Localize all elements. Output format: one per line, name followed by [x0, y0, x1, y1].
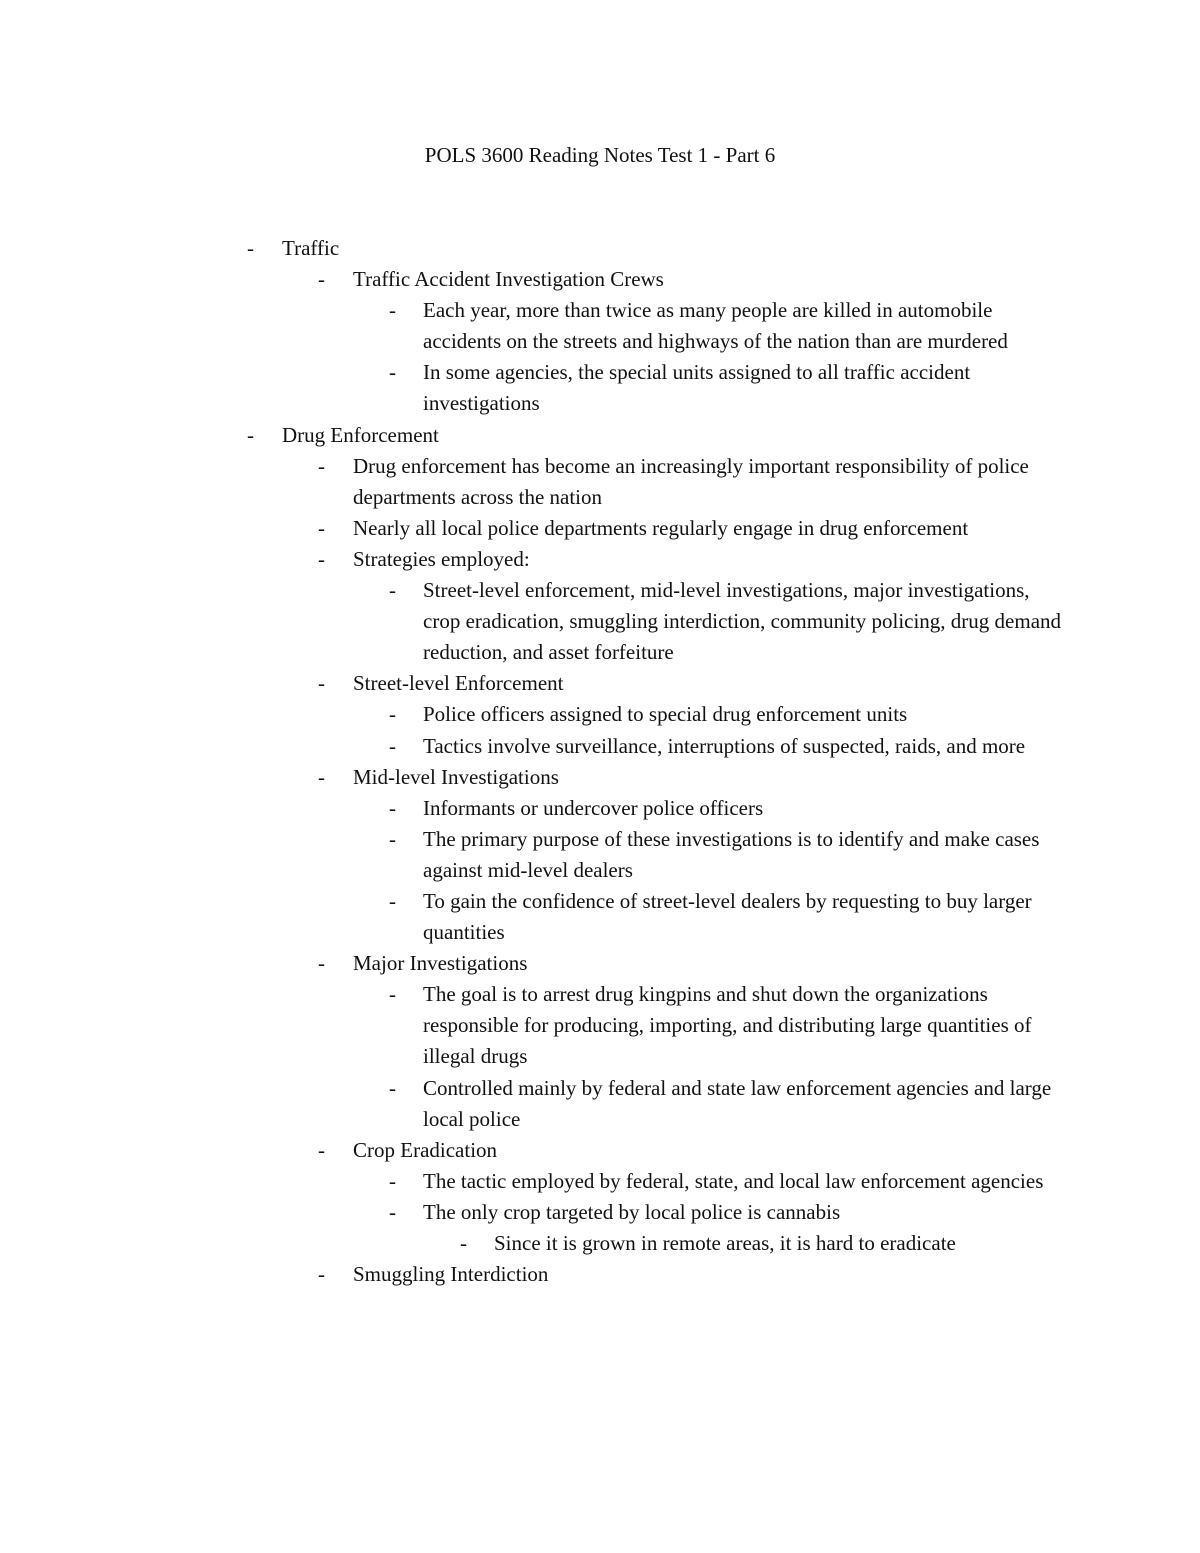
- bullet-dash: -: [389, 826, 396, 851]
- list-item-text: Crop Eradication: [353, 1137, 498, 1162]
- bullet-dash: -: [389, 1199, 396, 1224]
- list-item-text: Each year, more than twice as many people are killed in automobile accidents on the streets and highways of the nation than are murdered: [423, 298, 1008, 354]
- bullet-dash: -: [389, 578, 396, 603]
- list-item-text: The tactic employed by federal, state, and local law enforcement agencies: [423, 1168, 1044, 1193]
- list-item: [0, 948, 1200, 979]
- bullet-dash: -: [318, 671, 325, 696]
- bullet-dash: -: [389, 982, 396, 1007]
- list-item: [0, 451, 1200, 513]
- list-item-text: In some agencies, the special units assigned to all traffic accident investigations: [423, 360, 971, 416]
- list-item: [0, 1259, 1200, 1290]
- bullet-dash: -: [318, 1262, 325, 1287]
- bullet-dash: -: [318, 267, 325, 292]
- bullet-dash: -: [318, 951, 325, 976]
- list-item: [0, 513, 1200, 544]
- bullet-dash: -: [389, 298, 396, 323]
- bullet-dash: -: [389, 795, 396, 820]
- list-item-text: The goal is to arrest drug kingpins and shut down the organizations responsible for producing, importing, and distributing large quantities of illegal drugs: [423, 982, 1032, 1069]
- list-item: [0, 1197, 1200, 1228]
- list-item-text: Informants or undercover police officers: [423, 795, 764, 820]
- bullet-dash: -: [389, 888, 396, 913]
- list-item-text: Traffic Accident Investigation Crews: [353, 267, 664, 292]
- list-item: [0, 1228, 1200, 1259]
- bullet-dash: -: [247, 236, 254, 260]
- bullet-dash: -: [318, 1137, 325, 1162]
- list-item-text: Drug enforcement has become an increasingly important responsibility of police departments across the nation: [353, 453, 1029, 509]
- list-item: [0, 824, 1200, 886]
- list-item-text: Drug Enforcement: [282, 422, 439, 447]
- notes-outline: [0, 233, 1200, 1290]
- list-item: [0, 668, 1200, 699]
- list-item: [0, 233, 1200, 264]
- list-item: [0, 295, 1200, 357]
- bullet-dash: -: [389, 702, 396, 727]
- list-item-text: The only crop targeted by local police is cannabis: [423, 1199, 841, 1224]
- list-item-text: Controlled mainly by federal and state law enforcement agencies and large local police: [423, 1075, 1052, 1131]
- list-item-text: Nearly all local police departments regularly engage in drug enforcement: [353, 515, 969, 540]
- list-item: [0, 420, 1200, 451]
- bullet-dash: -: [318, 453, 325, 478]
- list-item-text: Traffic: [282, 236, 340, 260]
- list-item-text: Mid-level Investigations: [353, 764, 559, 789]
- list-item-text: Major Investigations: [353, 951, 528, 976]
- list-item: [0, 357, 1200, 419]
- list-item: [0, 731, 1200, 762]
- list-item-text: Tactics involve surveillance, interruptions of suspected, raids, and more: [423, 733, 1026, 758]
- list-item: [0, 979, 1200, 1072]
- bullet-dash: -: [247, 422, 254, 447]
- list-item-text: Street-level Enforcement: [353, 671, 564, 696]
- page-title: POLS 3600 Reading Notes Test 1 - Part 6: [424, 143, 776, 167]
- list-item: [0, 1135, 1200, 1166]
- list-item: [0, 1073, 1200, 1135]
- bullet-dash: -: [389, 360, 396, 385]
- bullet-dash: -: [318, 515, 325, 540]
- list-item: [0, 1166, 1200, 1197]
- list-item: [0, 699, 1200, 730]
- list-item-text: The primary purpose of these investigations is to identify and make cases against mid-level dealers: [423, 826, 1040, 882]
- list-item-text: Strategies employed:: [353, 546, 530, 571]
- list-item: [0, 544, 1200, 575]
- bullet-dash: -: [389, 1168, 396, 1193]
- list-item: [0, 264, 1200, 295]
- list-item-text: Street-level enforcement, mid-level investigations, major investigations, crop eradication, smuggling interdiction, community policing, drug demand reduction, and asset forfeiture: [423, 578, 1062, 665]
- list-item: [0, 575, 1200, 668]
- list-item-text: Smuggling Interdiction: [353, 1262, 549, 1287]
- bullet-dash: -: [389, 1075, 396, 1100]
- bullet-dash: -: [318, 546, 325, 571]
- list-item: [0, 886, 1200, 948]
- bullet-dash: -: [318, 764, 325, 789]
- list-item: [0, 793, 1200, 824]
- list-item: [0, 762, 1200, 793]
- list-item-text: Police officers assigned to special drug enforcement units: [423, 702, 908, 727]
- list-item-text: To gain the confidence of street-level dealers by requesting to buy larger quantities: [423, 888, 1032, 945]
- bullet-dash: -: [389, 733, 396, 758]
- list-item-text: Since it is grown in remote areas, it is hard to eradicate: [494, 1231, 956, 1255]
- bullet-dash: -: [460, 1231, 467, 1255]
